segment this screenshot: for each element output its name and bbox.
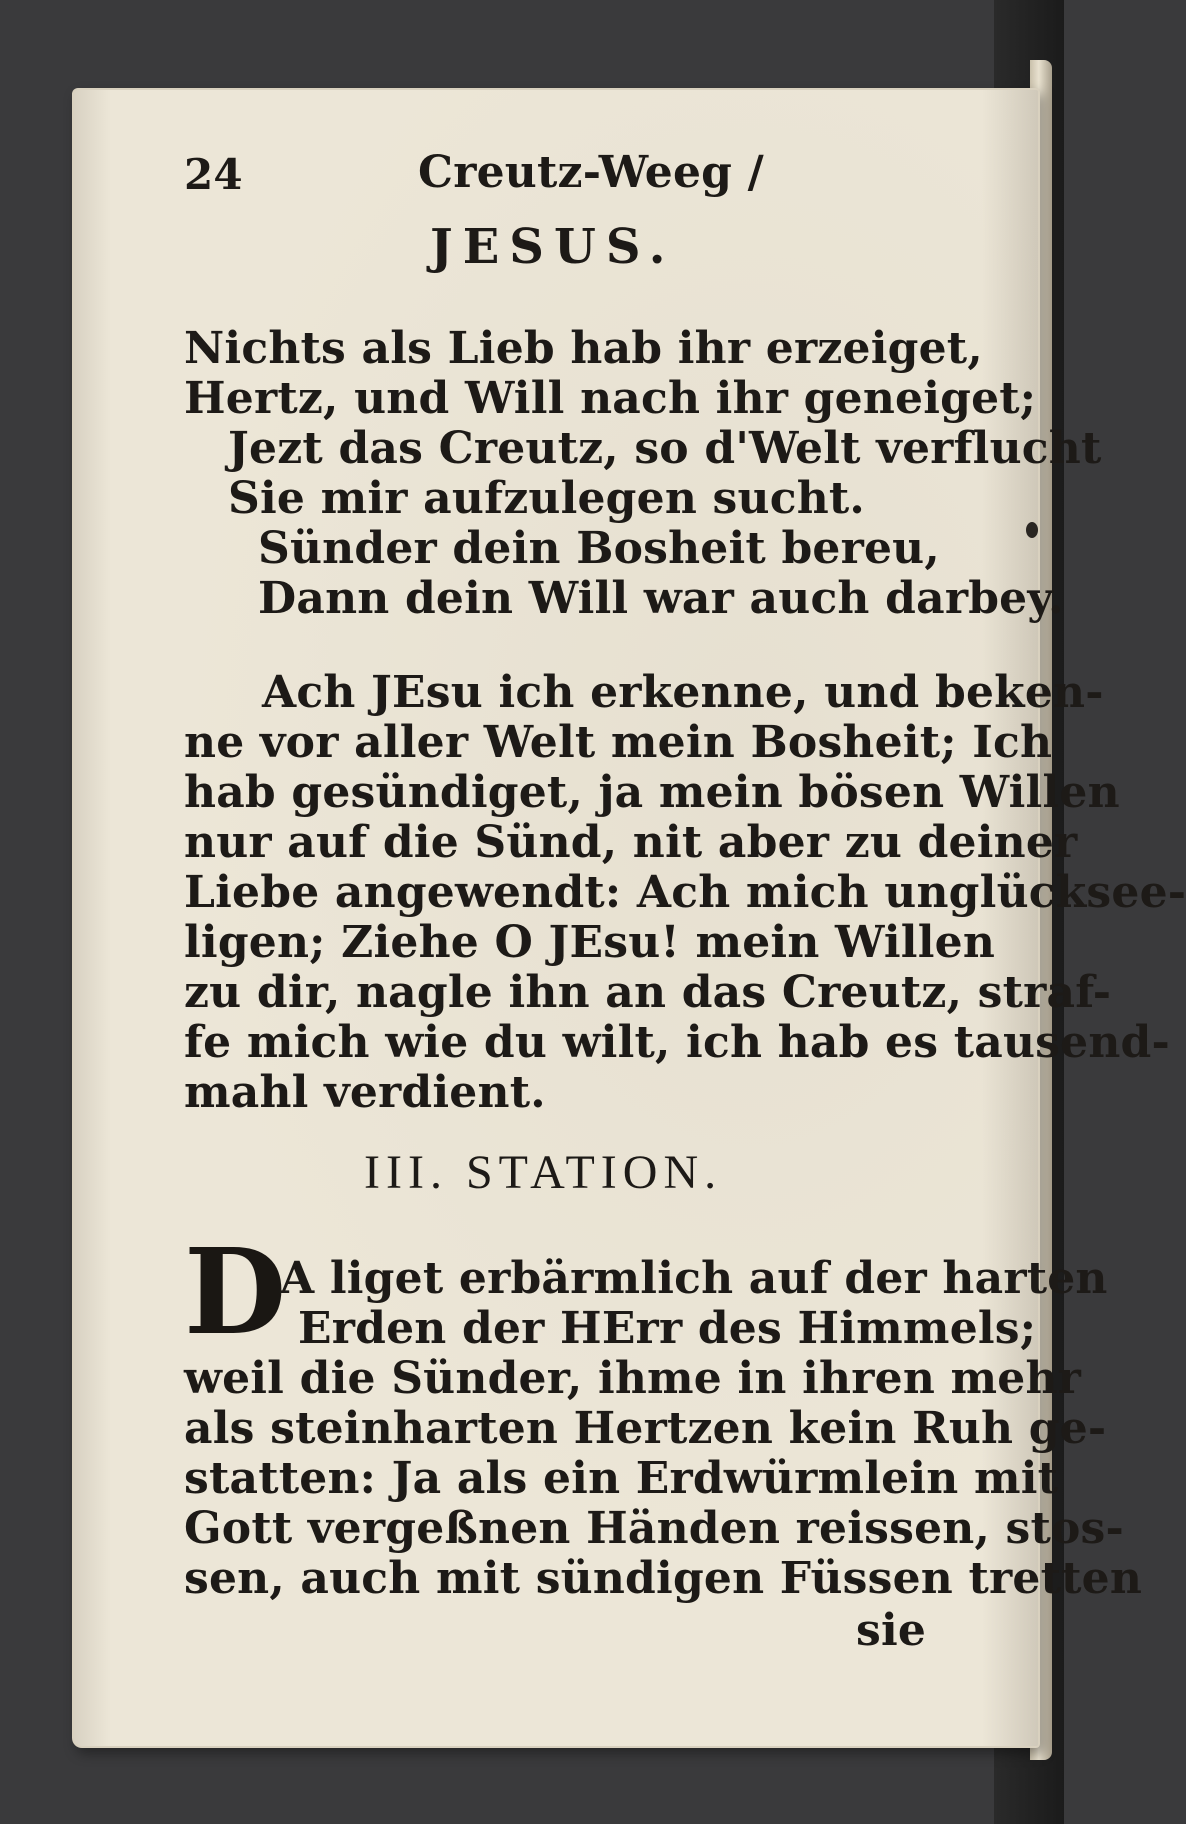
verse-line: Sie mir aufzulegen sucht. <box>228 473 865 524</box>
prayer-line: fe mich wie du wilt, ich hab es tausend- <box>184 1017 1170 1068</box>
section-line: Erden der HErr des Himmels; <box>298 1303 1037 1354</box>
verse-line: Sünder dein Bosheit bereu, <box>258 523 940 574</box>
binding-mark <box>1026 522 1038 538</box>
prayer-line: hab gesündiget, ja mein bösen Willen <box>184 767 1120 818</box>
section-line: A liget erbärmlich auf der harten <box>280 1253 1108 1304</box>
section-line: als steinharten Hertzen kein Ruh ge- <box>184 1403 1107 1454</box>
prayer-line: ne vor aller Welt mein Bosheit; Ich <box>184 717 1053 768</box>
station-heading: III. STATION. <box>364 1146 723 1199</box>
running-title: Creutz-Weeg / <box>418 147 764 198</box>
prayer-line: Ach JEsu ich erkenne, und beken- <box>262 667 1104 718</box>
verse-line: Nichts als Lieb hab ihr erzeiget, <box>184 323 983 374</box>
section-line: sen, auch mit sündigen Füssen tretten <box>184 1553 1143 1604</box>
page-text <box>112 0 1186 1824</box>
prayer-line: ligen; Ziehe O JEsu! mein Willen <box>184 917 996 968</box>
speaker-heading: JESUS. <box>430 219 676 275</box>
prayer-line: Liebe angewendt: Ach mich unglücksee- <box>184 867 1186 918</box>
verse-line: Jezt das Creutz, so d'Welt verflucht <box>228 423 1102 474</box>
verse-line: Hertz, und Will nach ihr geneiget; <box>184 373 1037 424</box>
prayer-line: nur auf die Sünd, nit aber zu deiner <box>184 817 1078 868</box>
catchword: sie <box>856 1605 927 1656</box>
drop-initial: D <box>184 1222 287 1361</box>
page-number: 24 <box>184 150 243 199</box>
prayer-line: zu dir, nagle ihn an das Creutz, straf- <box>184 967 1112 1018</box>
section-line: weil die Sünder, ihme in ihren mehr <box>184 1353 1082 1404</box>
verse-line: Dann dein Will war auch darbey. <box>258 573 1064 624</box>
section-line: statten: Ja als ein Erdwürmlein mit <box>184 1453 1059 1504</box>
section-line: Gott vergeßnen Händen reissen, stos- <box>184 1503 1124 1554</box>
prayer-line: mahl verdient. <box>184 1067 546 1118</box>
